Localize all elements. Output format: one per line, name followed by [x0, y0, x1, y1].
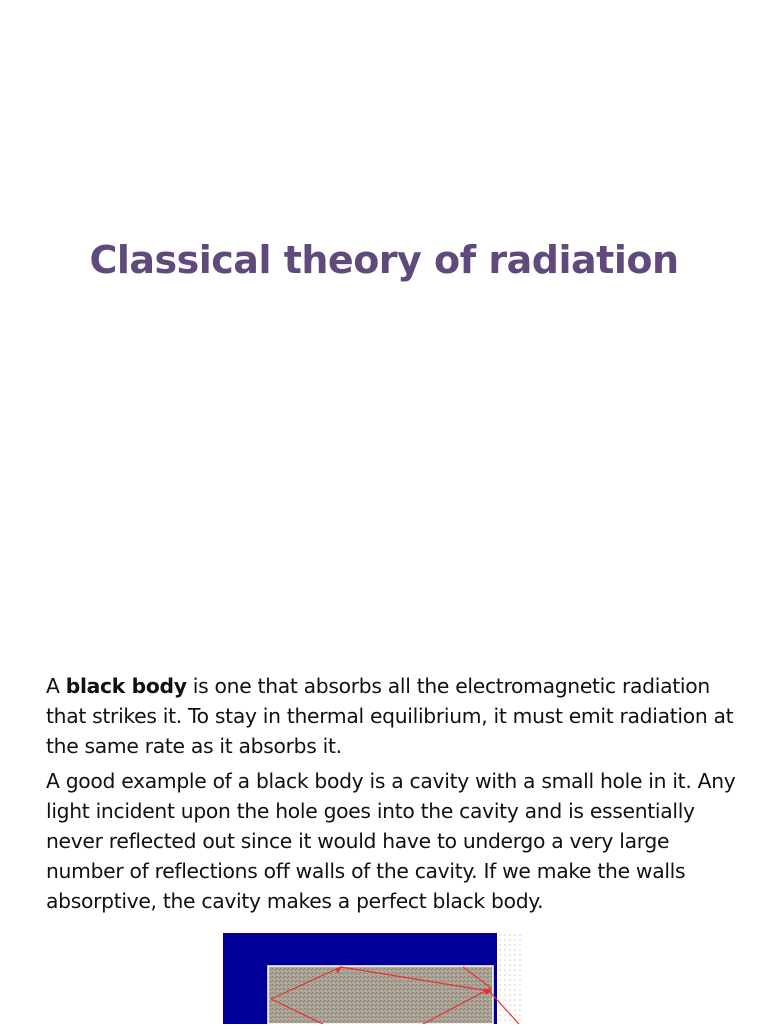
paragraph-prefix: A — [46, 674, 66, 698]
paragraph-rest: is one that absorbs all the electromagnetic radiation that strikes it. To stay in thermal equilibrium, it must emit radiation at the same rate as it absorbs it. — [46, 674, 734, 759]
paragraph-cavity-example: A good example of a black body is a cavity with a small hole in it. Any light incident upon the hole goes into the cavity and is essentially never reflected out since it would have to undergo a very large number of reflections off walls of the cavity. If we make the walls absorptive, the cavity makes a perfect black body. — [46, 768, 736, 914]
cavity-wall — [268, 966, 493, 1024]
paragraph-black-body-definition — [46, 671, 736, 762]
body-text — [46, 671, 736, 921]
cavity-figure — [223, 933, 521, 1024]
black-body-term: black body — [65, 674, 187, 698]
cavity-diagram — [223, 933, 521, 1024]
slide-title: Classical theory of radiation — [89, 238, 679, 282]
dotted-strip — [497, 933, 521, 1024]
